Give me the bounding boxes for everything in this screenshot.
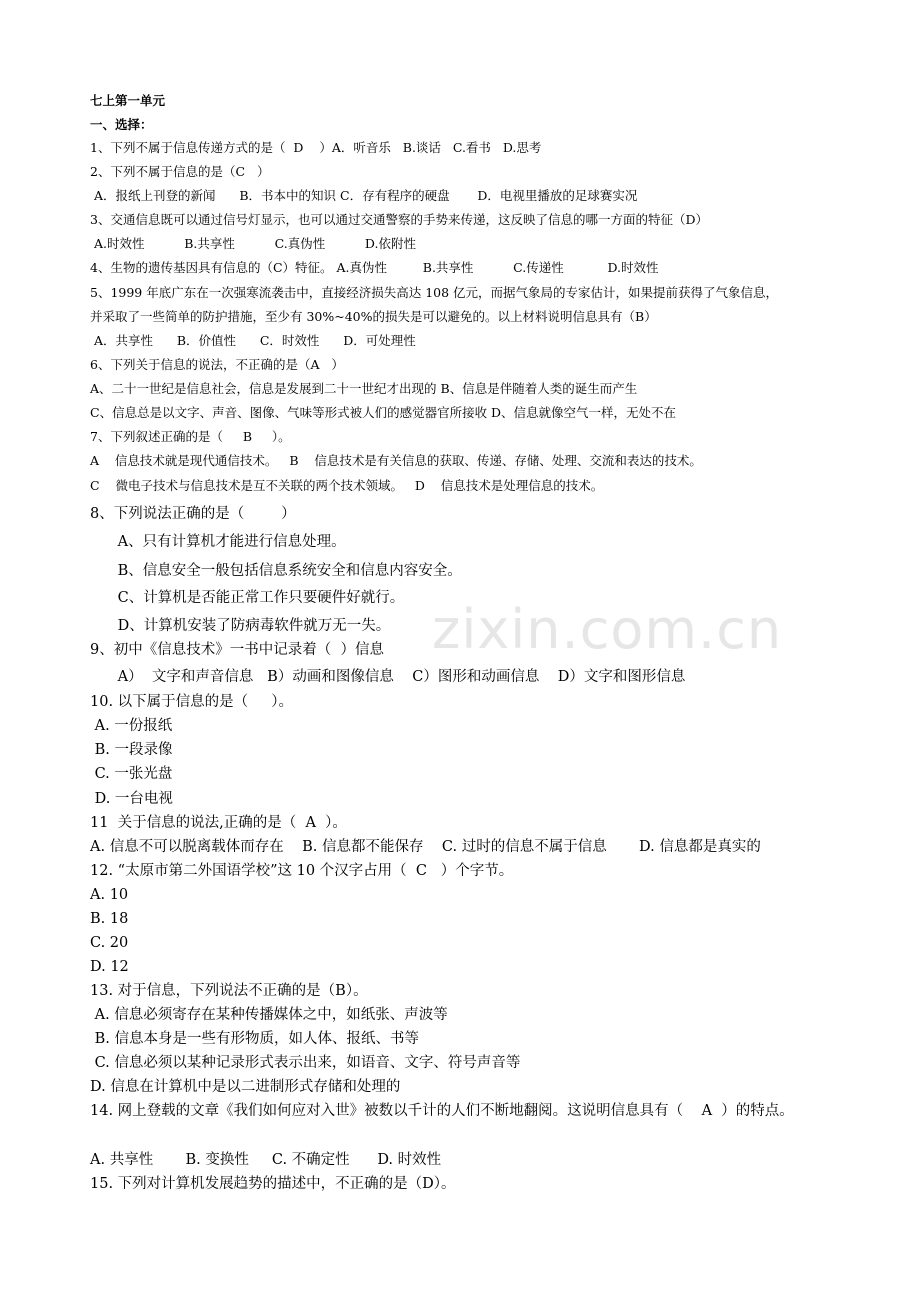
text-line: 12. “太原市第二外国语学校”这 10 个汉字占用（ C ）个字节。 xyxy=(90,863,514,879)
text-line: B. 信息本身是一些有形物质，如人体、报纸、书等 xyxy=(90,1031,419,1047)
text-line: A 信息技术就是现代通信技术。 B 信息技术是有关信息的获取、传递、存储、处理、交流和表达的技术。 xyxy=(90,453,702,468)
text-line: 5、1999 年底广东在一次强寒流袭击中，直接经济损失高达 108 亿元，而据气象局的专家估计，如果提前获得了气象信息， xyxy=(90,285,779,300)
text-line: 15. 下列对计算机发展趋势的描述中，不正确的是（D）。 xyxy=(90,1176,456,1192)
text-line: A. 信息不可以脱离载体而存在 B. 信息都不能保存 C. 过时的信息不属于信息 D. 信息都是真实的 xyxy=(90,839,761,855)
text-line: 1、下列不属于信息传递方式的是（ D ）A．听音乐 B.谈话 C.看书 D.思考 xyxy=(90,140,542,155)
text-line: 4、生物的遗传基因具有信息的（C）特征。 A.真伪性 B.共享性 C.传递性 D.时效性 xyxy=(90,260,659,275)
text-line: D. 信息在计算机中是以二进制形式存储和处理的 xyxy=(90,1079,401,1095)
text-line: 9、初中《信息技术》一书中记录着（ ）信息 xyxy=(90,642,384,658)
text-line: C. 信息必须以某种记录形式表示出来，如语音、文字、符号声音等 xyxy=(90,1055,521,1071)
text-line: 3、交通信息既可以通过信号灯显示，也可以通过交通警察的手势来传递，这反映了信息的哪一方面的特征（D） xyxy=(90,212,708,227)
text-line: 14. 网上登载的文章《我们如何应对入世》被数以千计的人们不断地翻阅。这说明信息具有（ A ）的特点。 xyxy=(90,1103,794,1119)
text-line: C、信息总是以文字、声音、图像、气味等形式被人们的感觉器官所接收 D、信息就像空气一样，无处不在 xyxy=(90,405,677,420)
text-line: A．共享性 B．价值性 C．时效性 D．可处理性 xyxy=(90,333,416,348)
text-line: B. 一段录像 xyxy=(90,742,173,758)
text-line: A） 文字和声音信息 B）动画和图像信息 C）图形和动画信息 D）文字和图形信息 xyxy=(90,669,686,685)
text-line: A. 一份报纸 xyxy=(90,718,173,734)
text-line: D、计算机安装了防病毒软件就万无一失。 xyxy=(90,618,391,634)
text-line: A.时效性 B.共享性 C.真伪性 D.依附性 xyxy=(90,236,416,251)
text-line: 11 关于信息的说法,正确的是（ A ）。 xyxy=(90,815,347,831)
text-line: 并采取了一些简单的防护措施，至少有 30%~40%的损失是可以避免的。以上材料说明信息具有（B） xyxy=(90,309,657,324)
text-line: C 微电子技术与信息技术是互不关联的两个技术领域。 D 信息技术是处理信息的技术。 xyxy=(90,478,604,493)
text-line: A. 信息必须寄存在某种传播媒体之中，如纸张、声波等 xyxy=(90,1007,448,1023)
text-line: B、信息安全一般包括信息系统安全和信息内容安全。 xyxy=(90,563,462,579)
text-line: C. 20 xyxy=(90,935,129,951)
text-line: 10. 以下属于信息的是（ ）。 xyxy=(90,694,293,710)
text-line: A. 共享性 B. 变换性 C. 不确定性 D. 时效性 xyxy=(90,1152,442,1168)
text-line: 7、下列叙述正确的是（ B ）。 xyxy=(90,429,291,444)
text-line: B. 18 xyxy=(90,911,129,927)
text-line: A. 10 xyxy=(90,887,129,903)
text-line: 一、选择： xyxy=(90,117,153,132)
text-line: 2、下列不属于信息的是（C ） xyxy=(90,164,270,179)
text-line: A、只有计算机才能进行信息处理。 xyxy=(90,534,346,550)
text-line: 七上第一单元 xyxy=(90,93,166,108)
watermark: zixin.com.cn xyxy=(432,598,783,661)
text-line: D. 一台电视 xyxy=(90,791,173,807)
text-line: 6、下列关于信息的说法，不正确的是（A ） xyxy=(90,357,344,372)
text-line: C、计算机是否能正常工作只要硬件好就行。 xyxy=(90,590,405,606)
text-line: 8、下列说法正确的是（ ） xyxy=(90,506,296,522)
text-line: D. 12 xyxy=(90,959,129,975)
text-line: C. 一张光盘 xyxy=(90,766,173,782)
text-line: 13. 对于信息，下列说法不正确的是（B）。 xyxy=(90,983,368,999)
text-line: A．报纸上刊登的新闻 B．书本中的知识 C．存有程序的硬盘 D．电视里播放的足球赛实况 xyxy=(90,188,638,203)
text-line: A、二十一世纪是信息社会，信息是发展到二十一世纪才出现的 B、信息是伴随着人类的诞生而产生 xyxy=(90,381,638,396)
